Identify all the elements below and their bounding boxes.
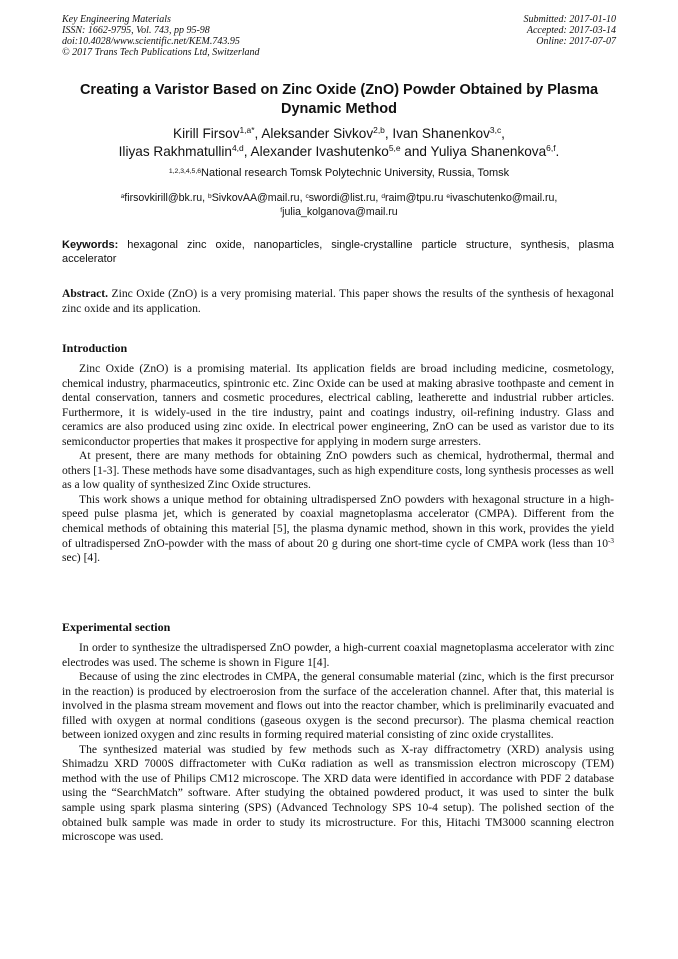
abstract-label: Abstract. [62, 287, 109, 300]
email-link: SivkovAA@mail.ru, [211, 192, 306, 204]
email-mark: b [208, 192, 212, 200]
exponent: -3 [608, 536, 614, 545]
email-link: swordi@list.ru, [308, 192, 382, 204]
author-list [62, 125, 616, 161]
email-mark: d [381, 192, 385, 200]
email-link: julia_kolganova@mail.ru [282, 206, 398, 218]
journal-issn: ISSN: 1662-9795, Vol. 743, pp 95-98 [62, 25, 210, 36]
journal-copyright: © 2017 Trans Tech Publications Ltd, Switzerland [62, 47, 260, 58]
author-affil-mark: 2,b [373, 125, 385, 136]
paper-title: Creating a Varistor Based on Zinc Oxide (ZnO) Powder Obtained by Plasma Dynamic Method [79, 82, 599, 117]
author-name: Yuliya Shanenkova [430, 144, 547, 159]
author-separator: , [384, 126, 393, 141]
author-separator: , [254, 126, 262, 141]
email-link: raim@tpu.ru [384, 192, 447, 204]
author-name: Iliyas Rakhmatullin [118, 144, 232, 159]
email-mark: f [280, 206, 283, 214]
author-name: Alexander Ivashutenko [250, 144, 389, 159]
email-mark: c [305, 192, 309, 200]
paragraph [62, 493, 614, 566]
author-separator: , [243, 144, 251, 159]
author-affil-mark: 5,e [388, 143, 401, 154]
paragraph: At present, there are many methods for obtaining ZnO powders such as chemical, hydrothermal, thermal and others [1-3]. These methods have some disadvantages, such as high expenditure costs, long synthesis processes as well as a low quality of synthesized Zinc Oxide structures. [62, 449, 614, 492]
author-name: Ivan Shanenkov [392, 126, 490, 141]
date-accepted: Accepted: 2017-03-14 [526, 25, 616, 36]
keywords-text: hexagonal zinc oxide, nanoparticles, single-crystalline particle structure, synthesis, plasma accelerator [62, 239, 615, 265]
affiliation-text: National research Tomsk Polytechnic University, Russia, Tomsk [201, 167, 510, 179]
author-affil-mark: 1,a* [239, 125, 255, 136]
affiliation [62, 166, 616, 180]
author-separator: , [501, 126, 505, 141]
date-submitted: Submitted: 2017-01-10 [523, 14, 616, 25]
keywords-label: Keywords: [62, 239, 119, 251]
paragraph-text: This work shows a unique method for obtaining ultradispersed ZnO powders with hexagonal structure in a high-speed pulse plasma jet, which is generated by coaxial magnetoplasma accelerator (CMPA). Different from the chemical methods of obtaining this material [5], the plasma dynamic method, shown in this work, provides the yield of ultradispersed ZnO-powder with the mass of about 20 g during one short-time cycle of CMPA work (less than 10 [62, 492, 614, 550]
journal-doi: doi:10.4028/www.scientific.net/KEM.743.95 [62, 36, 240, 47]
email-mark: a [120, 192, 125, 200]
author-affil-mark: 3,c [489, 125, 502, 136]
journal-name: Key Engineering Materials [62, 14, 171, 25]
paragraph: In order to synthesize the ultradispersed ZnO powder, a high-current coaxial magnetoplasma accelerator with zinc electrodes was used. The scheme is shown in Figure 1[4]. [62, 641, 614, 669]
email-link: ivaschutenko@mail.ru, [450, 192, 558, 204]
affiliation-marks: 1,2,3,4,5,6 [168, 167, 202, 175]
email-link: firsovkirill@bk.ru, [124, 192, 209, 204]
author-name: Aleksander Sivkov [261, 126, 374, 141]
section-heading-introduction: Introduction [62, 341, 128, 355]
experimental-body [62, 641, 614, 845]
author-name: Kirill Firsov [173, 126, 240, 141]
author-affil-mark: 6,f [546, 143, 556, 154]
paragraph: Because of using the zinc electrodes in CMPA, the general consumable material (zinc, which is the first precursor in the reaction) is produced by electroerosion from the surface of the acceleration channel. After that, this material is involved in the plasma stream movement and flows out into the reactor chamber, which is preliminarily evacuated and filled with oxygen at normal conditions (gaseous oxygen is the second precursor). The plasma chemical reaction between ionized oxygen and zinc results in forming required material consisting of zinc oxide crystallites. [62, 670, 614, 742]
author-emails [62, 191, 616, 219]
keywords [62, 238, 614, 266]
abstract [62, 287, 614, 316]
date-online: Online: 2017-07-07 [536, 36, 616, 47]
introduction-body [62, 362, 614, 566]
email-mark: e [446, 192, 451, 200]
paragraph: Zinc Oxide (ZnO) is a promising material. Its application fields are broad including medicine, cosmetology, chemical industry, pharmaceutics, spintronic etc. Zinc Oxide can be used at making abrasive toothpaste and cement in dental conservation, tanners and cosmetic procedures, electrical cabling, leatherette and industrial rubber articles. Furthermore, it is widely-used in the tire industry, paint and coatings industry, oil-refining industry. Glass and ceramics are also produced using zinc oxide. In electrical power engineering, ZnO can be used as varistor due to its semiconductor properties that makes it prospective for applying in modern surge arresters. [62, 362, 614, 448]
abstract-text: Zinc Oxide (ZnO) is a very promising material. This paper shows the results of the synthesis of hexagonal zinc oxide and its application. [62, 287, 614, 315]
section-heading-experimental: Experimental section [62, 620, 171, 634]
paragraph: The synthesized material was studied by few methods such as X-ray diffractometry (XRD) analysis using Shimadzu XRD 7000S diffractometer with CuKα radiation as well as transmission electron microscopy (TEM) method with the use of Philips CM12 microscope. The XRD data were identified in accordance with PDF 2 database using the “SearchMatch” software. After studying the obtained powdered product, it was used to sinter the bulk sample using spark plasma sintering (SPS) (Advanced Technology SPS 10-4 setup). The polished section of the obtained bulk sample was made in order to study its microstructure. For this, Hitachi TM3000 scanning electron microscope was used. [62, 742, 614, 844]
paragraph-text: sec) [4]. [62, 551, 100, 565]
journal-info [62, 14, 260, 58]
author-separator: . [555, 144, 560, 159]
author-separator: and [400, 144, 431, 159]
publication-dates [524, 14, 617, 47]
author-affil-mark: 4,d [231, 143, 244, 154]
